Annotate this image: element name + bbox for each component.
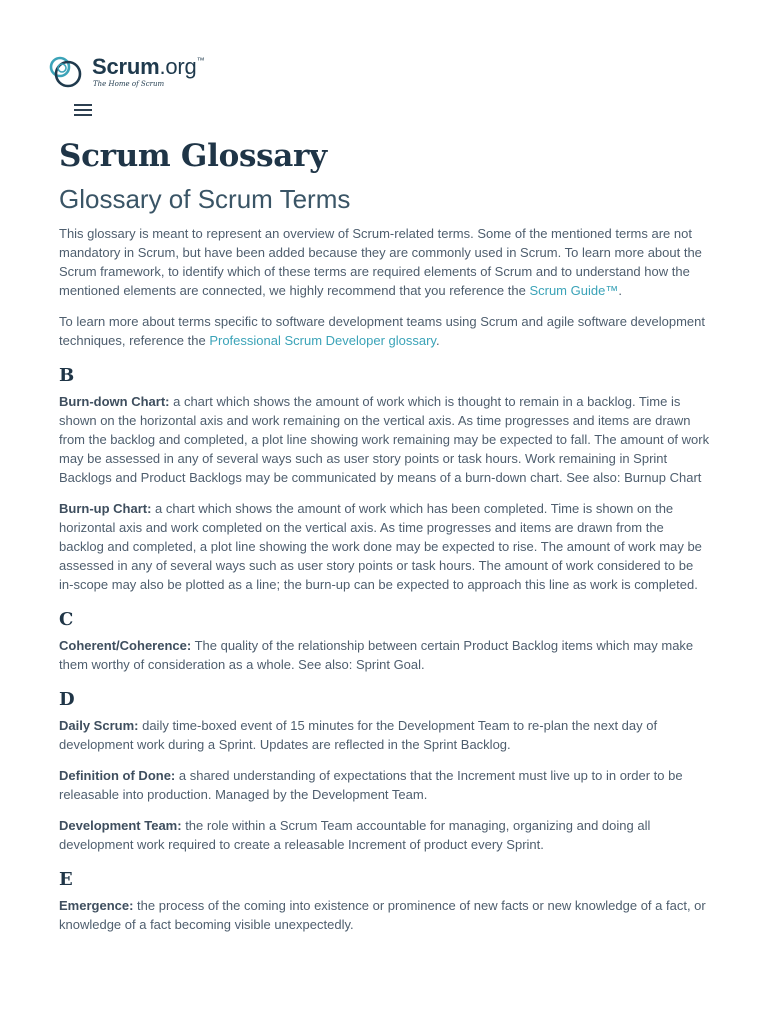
glossary-content <box>59 130 711 934</box>
intro-paragraph: This glossary is meant to represent an overview of Scrum-related terms. Some of the mentioned terms are not mandatory in Scrum, but have been added because they are commonly used in Scrum. To learn more about the Scrum framework, to identify which of these terms are required elements of Scrum and to understand how the mentioned elements are connected, we highly recommend that you reference the Scrum Guide™. <box>59 226 702 298</box>
glossary-definition: a chart which shows the amount of work which has been completed. Time is shown on the horizontal axis and work completed on the vertical axis. As time progresses and items are drawn from the backlog and completed, a plot line showing the work done may be expected to rise. The amount of work may be assessed in any of several ways such as user story points or task hours. The amount of work considered to be in-scope may also be plotted as a line; the burn-up can be expected to approach this line as work is completed. <box>59 501 702 592</box>
section-letter-d: D <box>59 689 75 710</box>
glossary-definition: the process of the coming into existence or prominence of new facts or new knowledge of a fact, or knowledge of a fact becoming visible unexpectedly. <box>59 898 706 932</box>
logo-wordmark: Scrum.org™ <box>92 54 205 79</box>
section-letter-e: E <box>59 869 73 890</box>
glossary-entry <box>59 636 711 674</box>
hamburger-menu-icon[interactable] <box>74 104 94 116</box>
glossary-entry <box>59 716 711 754</box>
glossary-term: Definition of Done: <box>59 768 176 783</box>
glossary-definition: the role within a Scrum Team accountable for managing, organizing and doing all development work required to create a releasable Increment of product every Sprint. <box>59 818 651 852</box>
logo-tagline: The Home of Scrum <box>93 80 165 88</box>
site-header <box>0 0 768 128</box>
scrum-logo-icon <box>48 52 88 92</box>
glossary-definition: a chart which shows the amount of work which is thought to remain in a backlog. Time is shown on the horizontal axis and work remaining on the vertical axis. As time progresses and items are drawn from the backlog and completed, a plot line showing work remaining may be expected to fall. The amount of work may be assessed in any of several ways such as user story points or task hours. Work remaining in Sprint Backlogs and Product Backlogs may be communicated by means of a burn-down chart. See also: Burnup Chart <box>59 394 710 485</box>
intro-paragraph-2: To learn more about terms specific to software development teams using Scrum and agile software development techniques, reference the Professional Scrum Developer glossary. <box>59 314 705 348</box>
scrum-org-logo[interactable] <box>48 52 208 92</box>
glossary-entry <box>59 896 711 934</box>
glossary-entry <box>59 392 711 487</box>
page-subtitle: Glossary of Scrum Terms <box>59 184 351 214</box>
glossary-entry <box>59 766 711 804</box>
psd-glossary-link[interactable]: Professional Scrum Developer glossary <box>209 333 436 348</box>
section-letter-c: C <box>59 609 74 630</box>
glossary-term: Coherent/Coherence: <box>59 638 192 653</box>
section-letter-b: B <box>59 365 75 386</box>
glossary-term: Burn-down Chart: <box>59 394 170 409</box>
page-title: Scrum Glossary <box>59 138 327 174</box>
glossary-term: Burn-up Chart: <box>59 501 152 516</box>
glossary-term: Emergence: <box>59 898 134 913</box>
scrum-guide-link[interactable]: Scrum Guide™ <box>529 283 619 298</box>
glossary-definition: daily time-boxed event of 15 minutes for the Development Team to re-plan the next day of development work during a Sprint. Updates are reflected in the Sprint Backlog. <box>59 718 658 752</box>
glossary-definition: The quality of the relationship between certain Product Backlog items which may make them worthy of consideration as a whole. See also: Sprint Goal. <box>59 638 694 672</box>
glossary-term: Daily Scrum: <box>59 718 139 733</box>
glossary-definition: a shared understanding of expectations that the Increment must live up to in order to be releasable into production. Managed by the Development Team. <box>59 768 683 802</box>
glossary-entry <box>59 816 711 854</box>
glossary-term: Development Team: <box>59 818 182 833</box>
glossary-entry <box>59 499 711 594</box>
